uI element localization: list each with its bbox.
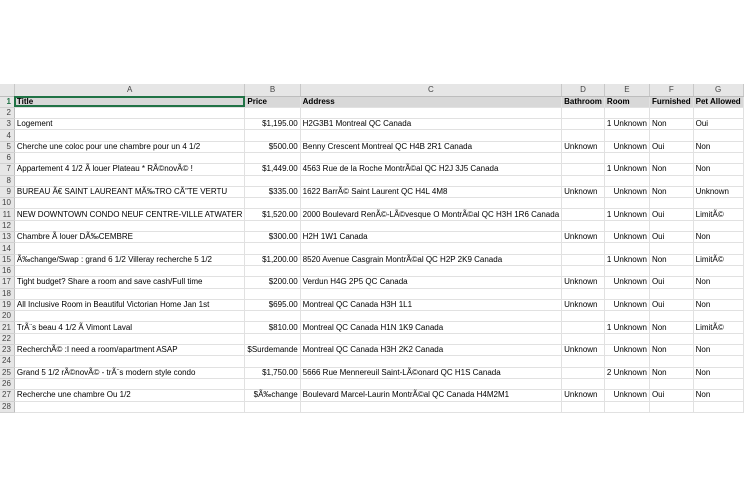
cell-title[interactable] <box>14 130 244 141</box>
cell-pet-allowed[interactable] <box>693 333 743 344</box>
cell-furnished[interactable] <box>649 243 693 254</box>
cell-title[interactable]: NEW DOWNTOWN CONDO NEUF CENTRE-VILLE ATWATER <box>14 209 244 220</box>
cell-address[interactable] <box>300 288 561 299</box>
cell-room[interactable]: Unknown <box>604 141 649 152</box>
cell-room[interactable]: 1 Unknown <box>604 322 649 333</box>
cell-bathroom[interactable] <box>562 130 605 141</box>
cell-bathroom[interactable] <box>562 378 605 389</box>
cell-pet-allowed[interactable]: LimitÃ© <box>693 322 743 333</box>
cell-room[interactable] <box>604 220 649 231</box>
column-header-g[interactable]: G <box>693 84 743 96</box>
cell-furnished[interactable] <box>649 333 693 344</box>
cell-title[interactable] <box>14 107 244 118</box>
cell-pet-allowed[interactable] <box>693 311 743 322</box>
cell-pet-allowed[interactable]: Oui <box>693 119 743 130</box>
cell-bathroom[interactable] <box>562 209 605 220</box>
cell-room[interactable] <box>604 107 649 118</box>
cell-price[interactable]: $810.00 <box>245 322 300 333</box>
cell-room[interactable] <box>604 265 649 276</box>
table-row <box>0 390 743 401</box>
table-row <box>0 299 743 310</box>
cell-title[interactable] <box>14 265 244 276</box>
cell-bathroom[interactable] <box>562 288 605 299</box>
row-number[interactable]: 16 <box>0 265 14 276</box>
table-row <box>0 254 743 265</box>
table-row <box>0 356 743 367</box>
cell-address[interactable]: Montreal QC Canada H3H 1L1 <box>300 299 561 310</box>
cell-address[interactable] <box>300 378 561 389</box>
cell-room[interactable] <box>604 401 649 412</box>
table-row <box>0 175 743 186</box>
cell-furnished[interactable] <box>649 130 693 141</box>
table-row <box>0 367 743 378</box>
table-row <box>0 401 743 412</box>
row-number[interactable]: 1 <box>0 96 14 107</box>
row-number[interactable]: 5 <box>0 141 14 152</box>
cell-title[interactable]: Ã‰change/Swap : grand 6 1/2 Villeray recherche 5 1/2 <box>14 254 244 265</box>
cell-bathroom[interactable] <box>562 220 605 231</box>
cell-room[interactable] <box>604 175 649 186</box>
table-row <box>0 288 743 299</box>
cell-address[interactable]: 8520 Avenue Casgrain MontrÃ©al QC H2P 2K9 Canada <box>300 254 561 265</box>
column-header-row <box>0 84 743 96</box>
cell-furnished[interactable]: Non <box>649 367 693 378</box>
cell-address[interactable] <box>300 243 561 254</box>
table-row <box>0 209 743 220</box>
cell-address[interactable]: 1622 BarrÃ© Saint Laurent QC H4L 4M8 <box>300 186 561 197</box>
row-number[interactable]: 4 <box>0 130 14 141</box>
cell-pet-allowed[interactable]: Non <box>693 164 743 175</box>
table-row <box>0 107 743 118</box>
cell-title[interactable]: Appartement 4 1/2 Ã louer Plateau * RÃ©novÃ© ! <box>14 164 244 175</box>
cell-furnished[interactable] <box>649 220 693 231</box>
cell-pet-allowed[interactable] <box>693 265 743 276</box>
cell-title[interactable] <box>14 356 244 367</box>
cell-room[interactable] <box>604 152 649 163</box>
cell-pet-allowed[interactable]: Unknown <box>693 186 743 197</box>
column-header-a[interactable]: A <box>14 84 244 96</box>
cell-room[interactable]: Unknown <box>604 345 649 356</box>
cell-bathroom[interactable] <box>562 322 605 333</box>
cell-room[interactable] <box>604 243 649 254</box>
cell-title[interactable]: Recherche une chambre Ou 1/2 <box>14 390 244 401</box>
cell-pet-allowed[interactable] <box>693 288 743 299</box>
cell-pet-allowed[interactable]: Non <box>693 390 743 401</box>
cell-room[interactable]: 1 Unknown <box>604 254 649 265</box>
cell-title[interactable] <box>14 220 244 231</box>
cell-title[interactable] <box>14 152 244 163</box>
cell-pet-allowed[interactable] <box>693 220 743 231</box>
cell-pet-allowed-header[interactable]: Pet Allowed <box>693 96 743 107</box>
select-all-corner[interactable] <box>0 84 14 96</box>
cell-bathroom[interactable] <box>562 198 605 209</box>
cell-title[interactable] <box>14 401 244 412</box>
cell-address[interactable]: Montreal QC Canada H1N 1K9 Canada <box>300 322 561 333</box>
cell-price[interactable]: $335.00 <box>245 186 300 197</box>
cell-furnished-header[interactable]: Furnished <box>649 96 693 107</box>
cell-furnished[interactable]: Non <box>649 345 693 356</box>
cell-price[interactable] <box>245 152 300 163</box>
cell-bathroom[interactable]: Unknown <box>562 232 605 243</box>
table-row <box>0 186 743 197</box>
table-row <box>0 220 743 231</box>
cell-furnished[interactable] <box>649 288 693 299</box>
cell-price[interactable]: $200.00 <box>245 277 300 288</box>
cell-room[interactable]: 1 Unknown <box>604 164 649 175</box>
cell-price[interactable] <box>245 401 300 412</box>
cell-pet-allowed[interactable] <box>693 356 743 367</box>
cell-bathroom[interactable] <box>562 175 605 186</box>
cell-pet-allowed[interactable]: LimitÃ© <box>693 254 743 265</box>
cell-address[interactable] <box>300 220 561 231</box>
cell-pet-allowed[interactable] <box>693 243 743 254</box>
cell-price-header[interactable]: Price <box>245 96 300 107</box>
cell-pet-allowed[interactable] <box>693 175 743 186</box>
row-number[interactable]: 12 <box>0 220 14 231</box>
cell-price[interactable]: $Ã‰change <box>245 390 300 401</box>
cell-address[interactable]: H2H 1W1 Canada <box>300 232 561 243</box>
cell-address[interactable]: 5666 Rue Mennereuil Saint-LÃ©onard QC H1S Canada <box>300 367 561 378</box>
column-header-e[interactable]: E <box>604 84 649 96</box>
cell-furnished[interactable]: Non <box>649 119 693 130</box>
table-row <box>0 243 743 254</box>
cell-bathroom[interactable]: Unknown <box>562 277 605 288</box>
cell-room[interactable]: Unknown <box>604 299 649 310</box>
column-header-b[interactable]: B <box>245 84 300 96</box>
table-row <box>0 232 743 243</box>
cell-price[interactable]: $Surdemande <box>245 345 300 356</box>
cell-bathroom[interactable] <box>562 356 605 367</box>
row-number[interactable]: 9 <box>0 186 14 197</box>
cell-title[interactable] <box>14 243 244 254</box>
cell-address-header[interactable]: Address <box>300 96 561 107</box>
cell-title[interactable]: Grand 5 1/2 rÃ©novÃ© - trÃ¨s modern style condo <box>14 367 244 378</box>
cell-bathroom[interactable] <box>562 311 605 322</box>
cell-pet-allowed[interactable]: Non <box>693 277 743 288</box>
cell-room[interactable]: Unknown <box>604 186 649 197</box>
cell-pet-allowed[interactable] <box>693 198 743 209</box>
cell-title[interactable] <box>14 198 244 209</box>
cell-furnished[interactable]: Oui <box>649 209 693 220</box>
row-number[interactable]: 25 <box>0 367 14 378</box>
cell-furnished[interactable] <box>649 152 693 163</box>
cell-furnished[interactable]: Non <box>649 164 693 175</box>
cell-address[interactable] <box>300 152 561 163</box>
cell-address[interactable] <box>300 130 561 141</box>
cell-price[interactable]: $1,200.00 <box>245 254 300 265</box>
cell-price[interactable]: $300.00 <box>245 232 300 243</box>
cell-bathroom[interactable] <box>562 152 605 163</box>
cell-price[interactable] <box>245 311 300 322</box>
cell-furnished[interactable]: Oui <box>649 299 693 310</box>
row-number[interactable]: 23 <box>0 345 14 356</box>
cell-pet-allowed[interactable] <box>693 401 743 412</box>
table-row <box>0 198 743 209</box>
cell-title[interactable]: Chambre Ã louer DÃ‰CEMBRE <box>14 232 244 243</box>
row-number[interactable]: 18 <box>0 288 14 299</box>
cell-pet-allowed[interactable]: Non <box>693 141 743 152</box>
cell-pet-allowed[interactable]: Non <box>693 232 743 243</box>
cell-room[interactable]: 1 Unknown <box>604 119 649 130</box>
row-number[interactable]: 13 <box>0 232 14 243</box>
cell-price[interactable] <box>245 130 300 141</box>
cell-title[interactable] <box>14 175 244 186</box>
cell-pet-allowed[interactable]: Non <box>693 367 743 378</box>
column-header-c[interactable]: C <box>300 84 561 96</box>
cell-title[interactable]: Tight budget? Share a room and save cash/Full time <box>14 277 244 288</box>
cell-address[interactable] <box>300 401 561 412</box>
cell-address[interactable] <box>300 311 561 322</box>
column-header-f[interactable]: F <box>649 84 693 96</box>
cell-address[interactable] <box>300 356 561 367</box>
table-row <box>0 141 743 152</box>
row-number[interactable]: 27 <box>0 390 14 401</box>
cell-address[interactable] <box>300 198 561 209</box>
cell-price[interactable]: $1,449.00 <box>245 164 300 175</box>
cell-price[interactable]: $500.00 <box>245 141 300 152</box>
cell-bathroom[interactable]: Unknown <box>562 345 605 356</box>
cell-bathroom[interactable] <box>562 119 605 130</box>
cell-room[interactable] <box>604 198 649 209</box>
cell-bathroom[interactable]: Unknown <box>562 141 605 152</box>
cell-room[interactable]: Unknown <box>604 390 649 401</box>
cell-furnished[interactable] <box>649 175 693 186</box>
cell-furnished[interactable] <box>649 378 693 389</box>
cell-price[interactable] <box>245 356 300 367</box>
table-row <box>0 311 743 322</box>
cell-furnished[interactable]: Oui <box>649 277 693 288</box>
cell-room[interactable] <box>604 378 649 389</box>
cell-bathroom[interactable]: Unknown <box>562 299 605 310</box>
cell-price[interactable] <box>245 265 300 276</box>
cell-furnished[interactable] <box>649 265 693 276</box>
table-row <box>0 277 743 288</box>
row-number[interactable]: 26 <box>0 378 14 389</box>
table-row <box>0 265 743 276</box>
cell-bathroom[interactable]: Unknown <box>562 390 605 401</box>
cell-price[interactable] <box>245 243 300 254</box>
cell-furnished[interactable] <box>649 311 693 322</box>
cell-address[interactable]: Montreal QC Canada H3H 2K2 Canada <box>300 345 561 356</box>
cell-title[interactable]: Cherche une coloc pour une chambre pour un 4 1/2 <box>14 141 244 152</box>
row-number[interactable]: 7 <box>0 164 14 175</box>
cell-room[interactable]: 1 Unknown <box>604 209 649 220</box>
table-row <box>0 152 743 163</box>
cell-bathroom[interactable] <box>562 243 605 254</box>
cell-address[interactable] <box>300 265 561 276</box>
row-number[interactable]: 21 <box>0 322 14 333</box>
cell-pet-allowed[interactable]: LimitÃ© <box>693 209 743 220</box>
row-number[interactable]: 28 <box>0 401 14 412</box>
cell-price[interactable] <box>245 198 300 209</box>
cell-bathroom[interactable] <box>562 367 605 378</box>
table-row <box>0 96 743 107</box>
cell-price[interactable]: $1,520.00 <box>245 209 300 220</box>
cell-furnished[interactable]: Non <box>649 186 693 197</box>
cell-price[interactable] <box>245 333 300 344</box>
cell-room-header[interactable]: Room <box>604 96 649 107</box>
row-number[interactable]: 10 <box>0 198 14 209</box>
cell-address[interactable]: 4563 Rue de la Roche MontrÃ©al QC H2J 3J5 Canada <box>300 164 561 175</box>
row-number[interactable]: 8 <box>0 175 14 186</box>
row-number[interactable]: 6 <box>0 152 14 163</box>
table-row <box>0 378 743 389</box>
cell-pet-allowed[interactable] <box>693 107 743 118</box>
cell-title[interactable] <box>14 288 244 299</box>
cell-address[interactable]: H2G3B1 Montreal QC Canada <box>300 119 561 130</box>
cell-furnished[interactable]: Oui <box>649 390 693 401</box>
row-number[interactable]: 20 <box>0 311 14 322</box>
table-row <box>0 130 743 141</box>
row-number[interactable]: 2 <box>0 107 14 118</box>
cell-pet-allowed[interactable]: Non <box>693 345 743 356</box>
cell-address[interactable]: Verdun H4G 2P5 QC Canada <box>300 277 561 288</box>
cell-title[interactable]: BUREAU Ã€ SAINT LAUREANT MÃ‰TRO CÃ”TE VERTU <box>14 186 244 197</box>
table-row <box>0 164 743 175</box>
cell-room[interactable] <box>604 311 649 322</box>
cell-furnished[interactable] <box>649 401 693 412</box>
table-row <box>0 345 743 356</box>
row-number[interactable]: 19 <box>0 299 14 310</box>
cell-price[interactable]: $1,195.00 <box>245 119 300 130</box>
cell-bathroom[interactable]: Unknown <box>562 186 605 197</box>
cell-price[interactable] <box>245 378 300 389</box>
cell-furnished[interactable]: Non <box>649 254 693 265</box>
cell-pet-allowed[interactable] <box>693 378 743 389</box>
cell-bathroom[interactable] <box>562 254 605 265</box>
cell-price[interactable] <box>245 220 300 231</box>
cell-address[interactable]: 2000 Boulevard RenÃ©-LÃ©vesque O MontrÃ©al QC H3H 1R6 Canada <box>300 209 561 220</box>
cell-bathroom[interactable] <box>562 107 605 118</box>
sheet-table <box>0 84 744 413</box>
cell-title-header[interactable]: Title <box>14 96 244 107</box>
cell-bathroom[interactable] <box>562 265 605 276</box>
row-number[interactable]: 15 <box>0 254 14 265</box>
cell-bathroom[interactable] <box>562 333 605 344</box>
row-number[interactable]: 22 <box>0 333 14 344</box>
cell-title[interactable]: RecherchÃ© :I need a room/apartment ASAP <box>14 345 244 356</box>
cell-pet-allowed[interactable]: Non <box>693 299 743 310</box>
cell-pet-allowed[interactable] <box>693 130 743 141</box>
cell-room[interactable] <box>604 333 649 344</box>
cell-address[interactable] <box>300 333 561 344</box>
row-number[interactable]: 14 <box>0 243 14 254</box>
cell-room[interactable]: Unknown <box>604 277 649 288</box>
cell-bathroom-header[interactable]: Bathroom <box>562 96 605 107</box>
cell-room[interactable]: Unknown <box>604 232 649 243</box>
cell-title[interactable]: Logement <box>14 119 244 130</box>
row-number[interactable]: 17 <box>0 277 14 288</box>
table-row <box>0 333 743 344</box>
cell-bathroom[interactable] <box>562 164 605 175</box>
cell-furnished[interactable]: Oui <box>649 141 693 152</box>
cell-address[interactable]: Boulevard Marcel-Laurin MontrÃ©al QC Canada H4M2M1 <box>300 390 561 401</box>
cell-price[interactable] <box>245 288 300 299</box>
row-number[interactable]: 3 <box>0 119 14 130</box>
cell-title[interactable] <box>14 378 244 389</box>
cell-title[interactable] <box>14 333 244 344</box>
cell-furnished[interactable]: Non <box>649 322 693 333</box>
cell-address[interactable] <box>300 175 561 186</box>
cell-room[interactable] <box>604 130 649 141</box>
cell-pet-allowed[interactable] <box>693 152 743 163</box>
cell-furnished[interactable] <box>649 356 693 367</box>
cell-address[interactable] <box>300 107 561 118</box>
cell-room[interactable] <box>604 356 649 367</box>
column-header-d[interactable]: D <box>562 84 605 96</box>
cell-title[interactable]: All Inclusive Room in Beautiful Victorian Home Jan 1st <box>14 299 244 310</box>
cell-title[interactable]: TrÃ¨s beau 4 1/2 Ã Vimont Laval <box>14 322 244 333</box>
cell-room[interactable] <box>604 288 649 299</box>
cell-bathroom[interactable] <box>562 401 605 412</box>
row-number[interactable]: 11 <box>0 209 14 220</box>
cell-furnished[interactable] <box>649 198 693 209</box>
cell-price[interactable]: $1,750.00 <box>245 367 300 378</box>
cell-furnished[interactable]: Oui <box>649 232 693 243</box>
row-number[interactable]: 24 <box>0 356 14 367</box>
cell-furnished[interactable] <box>649 107 693 118</box>
cell-price[interactable] <box>245 175 300 186</box>
cell-address[interactable]: Benny Crescent Montreal QC H4B 2R1 Canada <box>300 141 561 152</box>
cell-price[interactable]: $695.00 <box>245 299 300 310</box>
cell-price[interactable] <box>245 107 300 118</box>
table-row <box>0 322 743 333</box>
spreadsheet-grid <box>0 84 741 413</box>
cell-title[interactable] <box>14 311 244 322</box>
cell-room[interactable]: 2 Unknown <box>604 367 649 378</box>
table-row <box>0 119 743 130</box>
